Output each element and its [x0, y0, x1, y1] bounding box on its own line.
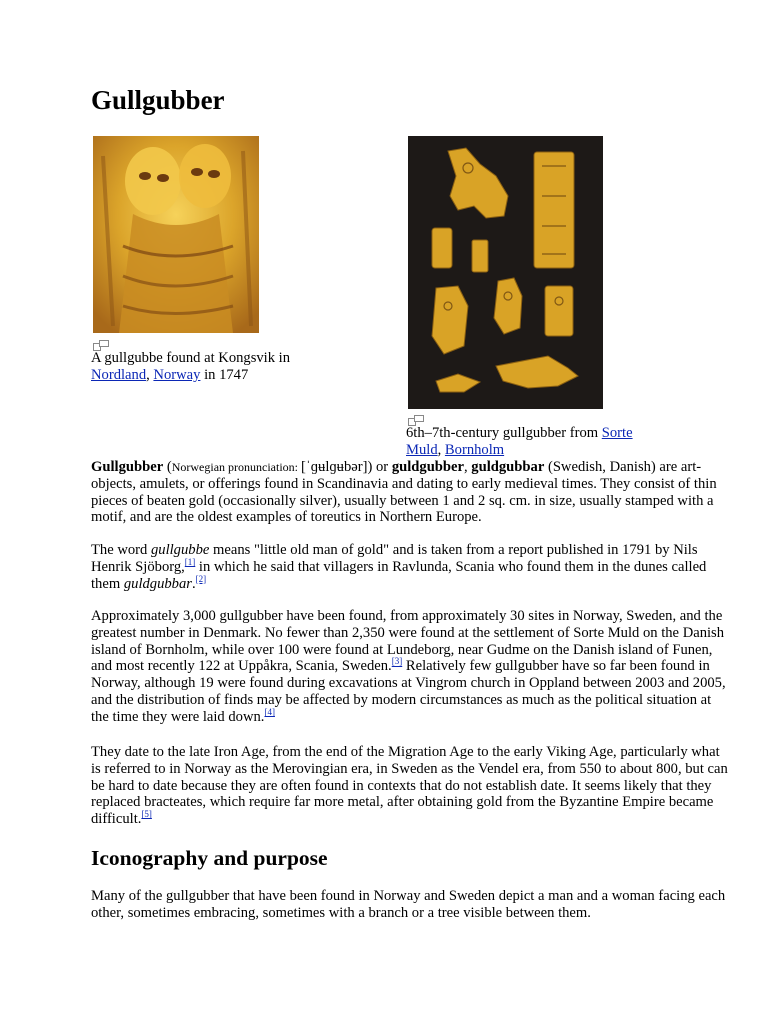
paragraph-finds [91, 608, 731, 726]
figure2-caption [406, 425, 656, 459]
link-bornholm[interactable]: Bornholm [444, 442, 505, 458]
text: Relatively few gullgubber have so far been found in Norway, although 19 were found during excavations at Vingrom church in Oppland between 2003 and 2005, and the distribution of finds may be affected by modern circumstances as much as the political situation at the time they were laid down. [91, 658, 726, 725]
figure1-sep: , [146, 367, 154, 383]
figure2-caption-text: 6th–7th-century gullgubber from [406, 425, 599, 441]
figure1-caption-text: A gullgubbe found at Kongsvik in [91, 350, 291, 366]
text: Approximately 3,000 gullgubber have been found, from approximately 30 sites in Norway, Sweden, and the greatest number in Denmark. No fewer than 2,350 were found at the settlement of Sorte Muld on the Danish island of Bornholm, while over 100 were found at Lundeborg, near Gudme on the Danish island of Funen, and most recently 122 at Uppåkra, Scania, Sweden. [91, 608, 725, 675]
text: They date to the late Iron Age, from the end of the Migration Age to the early Viking Age, particularly what is referred to in Norway as the Merovingian era, in Sweden as the Vendel era, from 550 to about 800, but can be hard to date because they are often found in contexts that do not establish date. It seems likely that they replaced bracteates, which require far more metal, after obtaining gold from the Byzantine Empire became difficult. [91, 744, 728, 828]
reference-1[interactable]: [1] [184, 556, 196, 567]
term-guldgubber: guldgubber [391, 459, 464, 475]
figure1-caption [91, 350, 321, 384]
text: means "little old man of gold" and is taken from a report published in 1791 by Nils Henrik Sjöborg, [91, 542, 698, 575]
reference-5[interactable]: [5] [141, 809, 152, 820]
term-gullgubber: Gullgubber [91, 459, 164, 475]
figure2-sep: , [437, 442, 445, 458]
ipa-transcription: [ˈɡʉlɡʉbər] [301, 459, 368, 475]
term-guldgubbar: guldgubbar [123, 575, 192, 592]
reference-2[interactable]: [2] [195, 573, 207, 584]
paragraph-dating [91, 744, 731, 828]
figure1-caption-tail: in 1747 [200, 367, 249, 383]
link-nordland[interactable]: Nordland [91, 367, 147, 383]
link-sorte-muld[interactable]: Sorte Muld [406, 425, 633, 458]
reference-4[interactable]: [4] [264, 706, 275, 717]
gullgubbe-kongsvik-image[interactable] [93, 136, 259, 333]
pron-close: ) or [367, 459, 392, 475]
paragraph-etymology [91, 542, 731, 592]
section-heading-iconography: Iconography and purpose [91, 846, 328, 870]
text: . [191, 575, 196, 592]
reference-3[interactable]: [3] [391, 656, 403, 667]
text: in which he said that villagers in Ravlunda, Scania who found them in the dunes called them [91, 558, 707, 592]
term-guldgubbar: guldgubbar [471, 459, 545, 475]
paragraph-intro [91, 459, 731, 526]
text: The word [91, 542, 151, 558]
page-title: Gullgubber [91, 85, 225, 115]
pronunciation-label: Norwegian pronunciation: [171, 460, 302, 474]
comma: , [464, 459, 472, 475]
gullgubber-sorte-muld-image[interactable] [408, 136, 603, 409]
pron-open: ( [163, 459, 172, 475]
paragraph-iconography: Many of the gullgubber that have been found in Norway and Sweden depict a man and a woman facing each other, sometimes embracing, sometimes with a branch or a tree visible between them. [91, 888, 726, 921]
intro-text: (Swedish, Danish) are art-objects, amulets, or offerings found in Scandinavia and dating to early medieval times. They consist of thin pieces of beaten gold (occasionally silver), usually between 1 and 2 sq. cm. in size, usually stamped with a motif, and are the oldest examples of toreutics in Northern Europe. [91, 459, 717, 526]
term-gullgubbe: gullgubbe [150, 542, 210, 558]
link-norway[interactable]: Norway [153, 367, 201, 383]
